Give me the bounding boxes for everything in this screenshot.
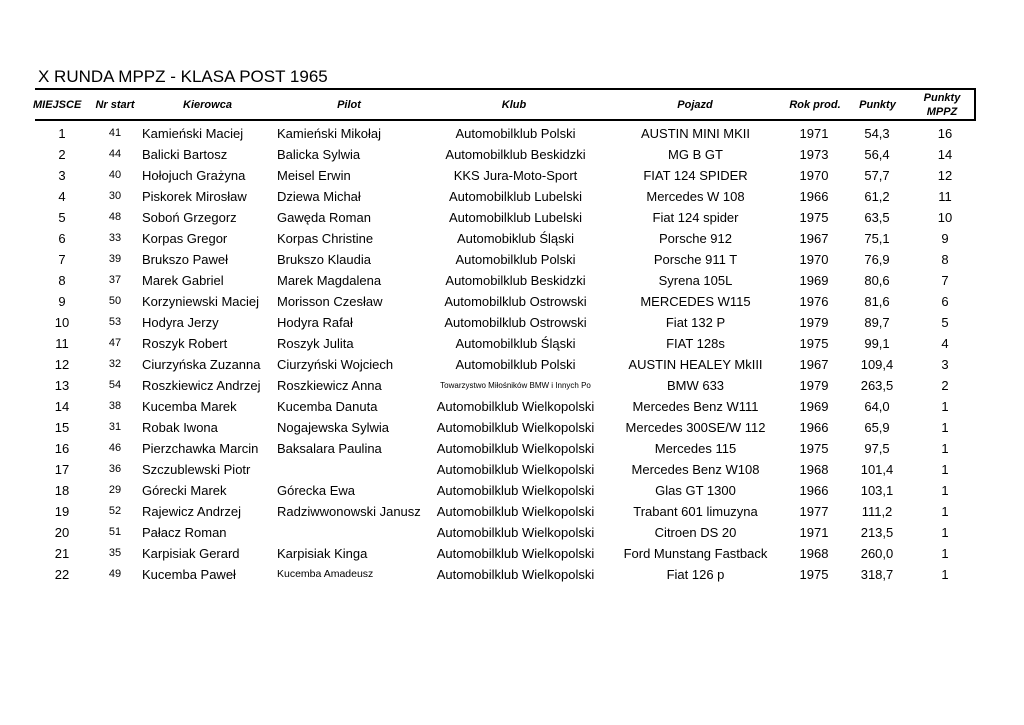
cell-pilot [277, 522, 423, 543]
cell-kierowca: Ciurzyńska Zuzanna [142, 357, 261, 372]
cell-miejsce: 15 [54, 420, 70, 435]
cell-punkty-mppz: 1 [941, 504, 949, 519]
cell-nr-start: 48 [108, 211, 122, 223]
table-row [0, 207, 1024, 228]
cell-pilot: Roszkiewicz Anna [277, 378, 382, 393]
cell-kierowca: Pierzchawka Marcin [142, 441, 259, 456]
cell-punkty-mppz: 1 [941, 483, 949, 498]
cell-pilot [277, 459, 423, 480]
cell-pojazd: Citroen DS 20 [654, 525, 737, 540]
cell-klub: KKS Jura-Moto-Sport [453, 168, 578, 183]
cell-punkty-mppz: 14 [937, 147, 953, 162]
cell-rok-prod: 1966 [799, 483, 829, 498]
table-row [0, 459, 1024, 480]
cell-pilot: Marek Magdalena [277, 273, 382, 288]
cell-klub: Towarzystwo Miłośników BMW i Innych Po [440, 381, 591, 390]
cell-pilot: Nogajewska Sylwia [277, 420, 389, 435]
cell-klub: Automobiklub Śląski [456, 231, 575, 246]
cell-punkty-mppz: 5 [941, 315, 949, 330]
cell-nr-start: 53 [108, 316, 122, 328]
cell-klub: Automobilklub Wielkopolski [436, 399, 595, 414]
cell-punkty-mppz: 3 [941, 357, 949, 372]
cell-punkty-mppz: 10 [937, 210, 953, 225]
cell-pilot: Roszyk Julita [277, 336, 354, 351]
cell-rok-prod: 1966 [799, 189, 829, 204]
cell-kierowca: Kucemba Marek [142, 399, 237, 414]
cell-miejsce: 18 [54, 483, 70, 498]
header-rok-prod: Rok prod. [789, 98, 841, 111]
cell-punkty: 318,7 [860, 567, 894, 582]
cell-pilot: Dziewa Michał [277, 189, 361, 204]
cell-punkty: 99,1 [864, 336, 890, 351]
cell-punkty-mppz: 12 [937, 168, 953, 183]
cell-pilot: Górecka Ewa [277, 483, 356, 498]
cell-pilot: Meisel Erwin [277, 168, 351, 183]
cell-miejsce: 22 [54, 567, 70, 582]
cell-punkty-mppz: 1 [941, 420, 949, 435]
cell-miejsce: 13 [54, 378, 70, 393]
cell-kierowca: Roszyk Robert [142, 336, 228, 351]
cell-pilot: Karpisiak Kinga [277, 546, 368, 561]
cell-punkty: 65,9 [864, 420, 890, 435]
cell-nr-start: 51 [108, 526, 122, 538]
table-row [0, 249, 1024, 270]
cell-punkty-mppz: 1 [941, 567, 949, 582]
cell-punkty-mppz: 6 [941, 294, 949, 309]
cell-punkty: 260,0 [860, 546, 894, 561]
cell-miejsce: 10 [54, 315, 70, 330]
cell-klub: Automobilklub Wielkopolski [436, 567, 595, 582]
cell-klub: Automobilklub Beskidzki [445, 273, 586, 288]
cell-pojazd: MERCEDES W115 [640, 294, 751, 309]
cell-miejsce: 11 [55, 336, 69, 351]
cell-kierowca: Hodyra Jerzy [142, 315, 219, 330]
table-row [0, 354, 1024, 375]
cell-punkty: 54,3 [864, 126, 890, 141]
cell-punkty-mppz: 1 [941, 525, 949, 540]
cell-pojazd: Glas GT 1300 [655, 483, 736, 498]
cell-klub: Automobilklub Beskidzki [445, 147, 586, 162]
cell-punkty: 213,5 [860, 525, 894, 540]
cell-punkty-mppz: 1 [941, 441, 949, 456]
cell-pilot: Ciurzyński Wojciech [277, 357, 394, 372]
cell-kierowca: Korzyniewski Maciej [142, 294, 260, 309]
cell-nr-start: 46 [108, 442, 122, 454]
cell-kierowca: Pałacz Roman [142, 525, 227, 540]
header-punkty-mppz [910, 90, 974, 119]
cell-punkty: 57,7 [864, 168, 890, 183]
cell-kierowca: Piskorek Mirosław [142, 189, 247, 204]
cell-nr-start: 35 [108, 547, 122, 559]
cell-pojazd: Fiat 132 P [665, 315, 726, 330]
cell-pojazd: Mercedes Benz W111 [632, 399, 759, 414]
cell-pilot: Hodyra Rafał [277, 315, 353, 330]
cell-miejsce: 20 [54, 525, 70, 540]
cell-pojazd: FIAT 128s [666, 336, 725, 351]
cell-punkty-mppz: 2 [941, 378, 949, 393]
cell-klub: Automobilklub Wielkopolski [436, 420, 595, 435]
cell-rok-prod: 1967 [799, 231, 829, 246]
cell-miejsce: 21 [54, 546, 70, 561]
cell-punkty: 80,6 [864, 273, 890, 288]
table-row [0, 564, 1024, 585]
cell-kierowca: Rajewicz Andrzej [142, 504, 241, 519]
cell-punkty-mppz: 16 [937, 126, 953, 141]
cell-pojazd: Mercedes W 108 [646, 189, 745, 204]
table-row [0, 270, 1024, 291]
cell-punkty: 75,1 [864, 231, 890, 246]
cell-rok-prod: 1968 [799, 546, 829, 561]
cell-rok-prod: 1971 [799, 525, 829, 540]
cell-rok-prod: 1969 [799, 399, 829, 414]
cell-miejsce: 9 [58, 294, 66, 309]
table-row [0, 438, 1024, 459]
cell-punkty-mppz: 11 [938, 189, 952, 204]
header-pilot: Pilot [337, 98, 361, 111]
cell-punkty: 263,5 [860, 378, 894, 393]
cell-punkty: 111,2 [861, 504, 893, 519]
cell-kierowca: Korpas Gregor [142, 231, 228, 246]
cell-pojazd: Ford Munstang Fastback [623, 546, 768, 561]
table-row [0, 186, 1024, 207]
cell-punkty-mppz: 1 [941, 462, 949, 477]
cell-rok-prod: 1975 [799, 567, 829, 582]
cell-pojazd: MG B GT [668, 147, 723, 162]
table-row [0, 144, 1024, 165]
cell-miejsce: 19 [54, 504, 70, 519]
cell-punkty: 56,4 [864, 147, 890, 162]
table-row [0, 417, 1024, 438]
cell-rok-prod: 1973 [799, 147, 829, 162]
cell-punkty-mppz: 8 [941, 252, 949, 267]
cell-kierowca: Szczublewski Piotr [142, 462, 251, 477]
cell-kierowca: Marek Gabriel [142, 273, 224, 288]
cell-rok-prod: 1969 [799, 273, 829, 288]
cell-punkty: 61,2 [864, 189, 890, 204]
cell-pilot: Korpas Christine [277, 231, 374, 246]
cell-klub: Automobilklub Śląski [455, 336, 576, 351]
table-row [0, 312, 1024, 333]
header-nr-start: Nr start [95, 98, 135, 111]
table-row [0, 522, 1024, 543]
cell-punkty: 101,4 [860, 462, 894, 477]
cell-nr-start: 37 [108, 274, 122, 286]
cell-punkty: 81,6 [864, 294, 890, 309]
cell-kierowca: Balicki Bartosz [142, 147, 228, 162]
cell-pilot: Morisson Czesław [277, 294, 383, 309]
cell-miejsce: 7 [58, 252, 66, 267]
cell-pojazd: Porsche 911 T [653, 252, 738, 267]
cell-pilot: Radziwwonowski Janusz [277, 504, 421, 519]
cell-nr-start: 47 [108, 337, 122, 349]
cell-nr-start: 50 [108, 295, 122, 307]
cell-punkty: 109,4 [860, 357, 894, 372]
cell-klub: Automobilklub Wielkopolski [436, 441, 595, 456]
cell-pilot: Kucemba Danuta [277, 399, 378, 414]
cell-pojazd: Mercedes Benz W108 [631, 462, 760, 477]
header-pojazd: Pojazd [677, 98, 713, 111]
cell-nr-start: 33 [108, 232, 122, 244]
cell-miejsce: 1 [58, 126, 66, 141]
cell-rok-prod: 1975 [799, 210, 829, 225]
table-row [0, 396, 1024, 417]
cell-miejsce: 12 [54, 357, 70, 372]
cell-pilot: Kamieński Mikołaj [277, 126, 382, 141]
cell-kierowca: Kucemba Paweł [142, 567, 236, 582]
cell-rok-prod: 1966 [799, 420, 829, 435]
cell-punkty-mppz: 1 [941, 399, 949, 414]
cell-nr-start: 38 [108, 400, 122, 412]
cell-nr-start: 31 [108, 421, 122, 433]
cell-miejsce: 16 [54, 441, 70, 456]
cell-klub: Automobilklub Ostrowski [444, 315, 587, 330]
cell-klub: Automobilklub Polski [455, 357, 576, 372]
cell-pilot: Balicka Sylwia [277, 147, 361, 162]
cell-miejsce: 14 [54, 399, 70, 414]
cell-pojazd: Syrena 105L [658, 273, 733, 288]
cell-miejsce: 17 [54, 462, 70, 477]
cell-rok-prod: 1979 [799, 378, 829, 393]
cell-miejsce: 2 [58, 147, 66, 162]
cell-nr-start: 49 [108, 568, 122, 580]
cell-rok-prod: 1968 [799, 462, 829, 477]
header-miejsce: MIEJSCE [33, 98, 82, 111]
header-kierowca: Kierowca [183, 98, 232, 111]
cell-kierowca: Soboń Grzegorz [142, 210, 237, 225]
cell-nr-start: 32 [108, 358, 122, 370]
cell-kierowca: Hołojuch Grażyna [142, 168, 246, 183]
cell-pojazd: Fiat 126 p [666, 567, 725, 582]
cell-punkty-mppz: 9 [941, 231, 949, 246]
cell-klub: Automobilklub Lubelski [449, 189, 582, 204]
cell-punkty: 103,1 [860, 483, 894, 498]
cell-nr-start: 40 [108, 169, 122, 181]
cell-rok-prod: 1967 [799, 357, 829, 372]
table-row [0, 333, 1024, 354]
cell-pilot: Baksalara Paulina [277, 441, 382, 456]
header-punkty: Punkty [859, 98, 896, 111]
cell-miejsce: 6 [58, 231, 66, 246]
cell-miejsce: 8 [58, 273, 66, 288]
cell-nr-start: 54 [108, 379, 122, 391]
cell-pojazd: Trabant 601 limuzyna [633, 504, 758, 519]
table-header [35, 88, 976, 121]
cell-rok-prod: 1975 [799, 336, 829, 351]
page-title: X RUNDA MPPZ - KLASA POST 1965 [38, 67, 328, 86]
cell-kierowca: Karpisiak Gerard [142, 546, 240, 561]
results-table-body [0, 123, 1024, 585]
cell-pojazd: FIAT 124 SPIDER [643, 168, 748, 183]
cell-pojazd: Fiat 124 spider [652, 210, 739, 225]
cell-klub: Automobilklub Wielkopolski [436, 462, 595, 477]
cell-nr-start: 44 [108, 148, 122, 160]
cell-klub: Automobilklub Lubelski [449, 210, 582, 225]
cell-rok-prod: 1975 [799, 441, 829, 456]
cell-pojazd: Mercedes 115 [654, 441, 737, 456]
cell-pilot: Gawęda Roman [277, 210, 371, 225]
cell-punkty: 97,5 [864, 441, 890, 456]
table-row [0, 543, 1024, 564]
cell-nr-start: 52 [108, 505, 122, 517]
cell-pojazd: Porsche 912 [659, 231, 732, 246]
cell-punkty: 76,9 [864, 252, 890, 267]
table-row [0, 375, 1024, 396]
cell-pojazd: AUSTIN MINI MKII [640, 126, 751, 141]
cell-rok-prod: 1979 [799, 315, 829, 330]
cell-klub: Automobilklub Polski [455, 126, 576, 141]
cell-punkty: 63,5 [864, 210, 890, 225]
cell-kierowca: Górecki Marek [142, 483, 227, 498]
table-row [0, 291, 1024, 312]
cell-nr-start: 41 [108, 127, 122, 139]
cell-klub: Automobilklub Wielkopolski [436, 483, 595, 498]
header-punkty-mppz-line2: MPPZ [926, 105, 958, 118]
table-row [0, 228, 1024, 249]
cell-pojazd: Mercedes 300SE/W 112 [625, 420, 766, 435]
table-row [0, 501, 1024, 522]
cell-kierowca: Roszkiewicz Andrzej [142, 378, 261, 393]
cell-rok-prod: 1970 [799, 252, 829, 267]
cell-miejsce: 5 [58, 210, 66, 225]
cell-kierowca: Kamieński Maciej [142, 126, 244, 141]
cell-pojazd: BMW 633 [666, 378, 725, 393]
cell-nr-start: 39 [108, 253, 122, 265]
cell-pilot: Kucemba Amadeusz [277, 568, 374, 580]
cell-klub: Automobilklub Wielkopolski [436, 546, 595, 561]
cell-rok-prod: 1970 [799, 168, 829, 183]
cell-klub: Automobilklub Wielkopolski [436, 525, 595, 540]
cell-miejsce: 3 [58, 168, 66, 183]
cell-nr-start: 30 [108, 190, 122, 202]
cell-miejsce: 4 [58, 189, 66, 204]
cell-klub: Automobilklub Ostrowski [444, 294, 587, 309]
cell-punkty: 64,0 [864, 399, 890, 414]
cell-nr-start: 36 [108, 463, 122, 475]
cell-punkty-mppz: 4 [941, 336, 949, 351]
table-row [0, 165, 1024, 186]
cell-kierowca: Brukszo Paweł [142, 252, 228, 267]
cell-pilot: Brukszo Klaudia [277, 252, 371, 267]
table-row [0, 123, 1024, 144]
cell-punkty: 89,7 [864, 315, 890, 330]
header-punkty-mppz-line1: Punkty [923, 91, 961, 104]
header-klub: Klub [501, 98, 527, 111]
cell-pojazd: AUSTIN HEALEY MkIII [628, 357, 763, 372]
cell-rok-prod: 1971 [799, 126, 829, 141]
cell-nr-start: 29 [108, 484, 122, 496]
cell-klub: Automobilklub Wielkopolski [436, 504, 595, 519]
cell-rok-prod: 1976 [799, 294, 829, 309]
cell-klub: Automobilklub Polski [455, 252, 576, 267]
table-row [0, 480, 1024, 501]
cell-punkty-mppz: 1 [941, 546, 949, 561]
cell-punkty-mppz: 7 [941, 273, 949, 288]
cell-kierowca: Robak Iwona [142, 420, 218, 435]
cell-rok-prod: 1977 [799, 504, 829, 519]
